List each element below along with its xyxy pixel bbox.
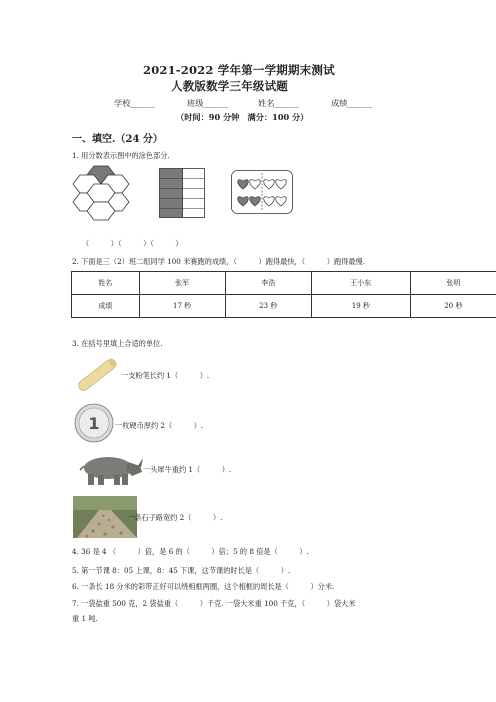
table-cell: 姓名 [72, 272, 140, 295]
table-cell: 19 秒 [311, 295, 410, 318]
question-7-line-1: 7. 一袋盐重 500 克，2 袋盐重（ ）千克. 一袋大米重 100 千克，（ ）袋大米 [72, 599, 356, 608]
q3-item-rhino: 一头犀牛重约 1（ ）. [143, 465, 232, 474]
chalk-picture [73, 357, 121, 393]
question-4: 4. 36 是 4 （ ）倍，是 6 的（ ）倍；5 的 8 倍是（ ）. [72, 547, 309, 556]
school-field: 学校______ [114, 98, 155, 108]
time-note: （时间：90 分钟 满分：100 分） [176, 112, 309, 122]
hexagon-figure [72, 164, 132, 220]
question-6: 6. 一条长 18 分米的彩带正好可以绕相框两圈，这个相框的周长是（ ）分米. [72, 582, 335, 591]
coin-picture [74, 403, 114, 443]
coin-denomination: 1 [88, 414, 100, 433]
score-field: 成绩______ [331, 98, 372, 108]
section-fill-blank: 一、填空.（24 分） [72, 134, 163, 145]
question-3: 3. 在括号里填上合适的单位. [72, 339, 163, 348]
question-2: 2. 下面是三（2）班二组同学 100 米赛跑的成绩，（ ）跑得最快，（ ）跑得最慢. [72, 257, 366, 266]
table-cell: 20 秒 [410, 295, 496, 318]
question-5: 5. 第一节课 8：05 上课，8：45 下课，这节课的时长是（ ）. [72, 566, 291, 575]
class-field: 班级______ [187, 98, 228, 108]
table-cell: 23 秒 [225, 295, 311, 318]
exam-title: 2021-2022 学年第一学期期末测试 [143, 63, 335, 77]
hearts-figure [231, 170, 293, 214]
table-cell: 成绩 [72, 295, 140, 318]
table-cell: 王小东 [311, 272, 410, 295]
rhino-picture [74, 450, 144, 486]
name-field: 姓名______ [258, 98, 299, 108]
rectangle-figure [159, 168, 205, 218]
table-row [72, 295, 496, 318]
table-row [72, 272, 496, 295]
race-results-table [71, 271, 496, 318]
exam-subtitle: 人教版数学三年级试题 [171, 79, 288, 93]
table-cell: 张军 [139, 272, 225, 295]
q3-item-coin: 一枚硬币厚约 2（ ）. [115, 421, 204, 430]
table-cell: 张明 [410, 272, 496, 295]
question-1: 1. 用分数表示图中的涂色部分. [72, 151, 170, 160]
question-7-line-2: 重 1 吨. [72, 614, 98, 623]
q3-item-stone-path: 一条石子路宽约 2（ ）. [127, 513, 223, 522]
q3-item-chalk: 一支粉笔长约 1（ ）. [121, 371, 210, 380]
table-cell: 李浩 [225, 272, 311, 295]
table-cell: 17 秒 [139, 295, 225, 318]
question-1-answer-blanks[interactable]: （ ）（ ）（ ） [82, 239, 183, 248]
